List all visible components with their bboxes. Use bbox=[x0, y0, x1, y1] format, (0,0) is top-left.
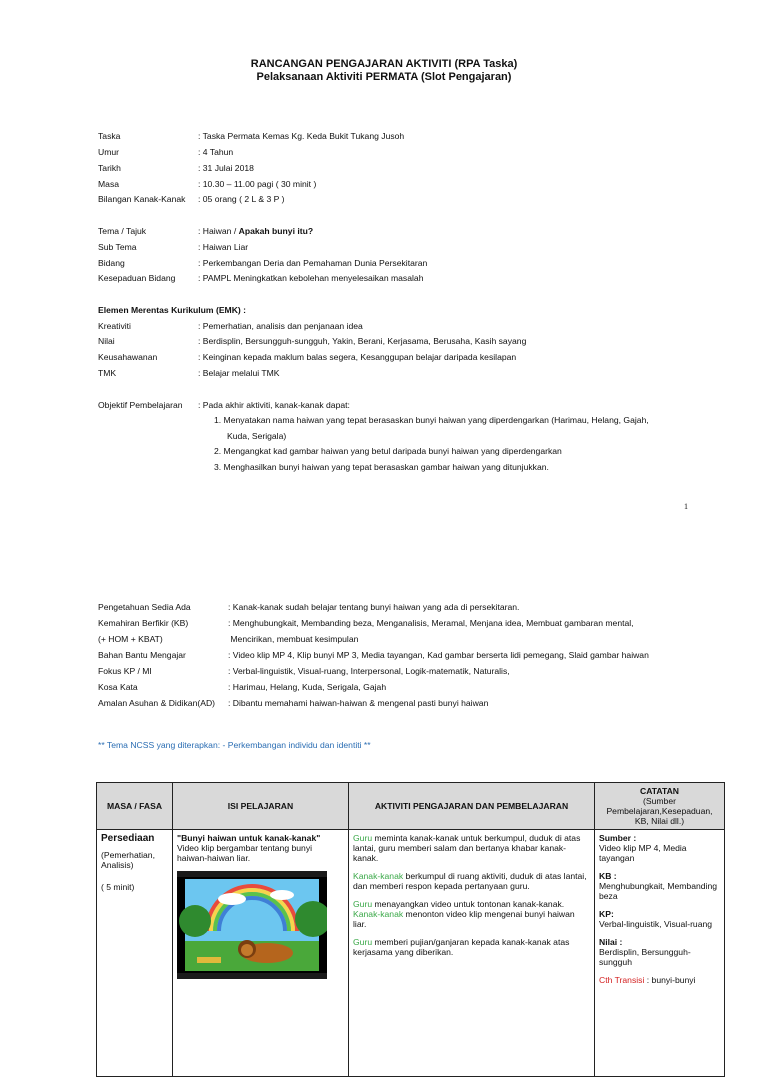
objektif-item-2: 2. Mengangkat kad gambar haiwan yang betul daripada bunyi haiwan yang diperdengarkan bbox=[214, 446, 562, 456]
col-header-masa: MASA / FASA bbox=[97, 783, 173, 830]
page2-row-pengetahuan: Pengetahuan Sedia Ada : Kanak-kanak sudah belajar tentang bunyi haiwan yang ada di persekitaran. bbox=[98, 602, 520, 612]
page2-row-fokus: Fokus KP / MI : Verbal-linguistik, Visual-ruang, Interpersonal, Logik-matematik, Naturalis, bbox=[98, 666, 510, 676]
emk-row-keusahawanan: Keusahawanan : Keinginan kepada maklum balas segera, Kesanggupan belajar daripada kesilapan bbox=[98, 352, 517, 362]
table-row bbox=[97, 830, 725, 1077]
page2-row-amalan: Amalan Asuhan & Didikan(AD) : Dibantu memahami haiwan-haiwan & mengenal pasti bunyi haiwan bbox=[98, 698, 489, 708]
objektif-item-1: 1. Menyatakan nama haiwan yang tepat berasaskan bunyi haiwan yang diperdengarkan (Harimau, Helang, Gajah, bbox=[214, 415, 649, 425]
objektif-item-1-cont: Kuda, Serigala) bbox=[227, 431, 287, 441]
cell-isi bbox=[173, 830, 349, 1077]
page2-row-hom: (+ HOM + KBAT) Mencirikan, membuat kesimpulan bbox=[98, 634, 359, 644]
cell-masa bbox=[97, 830, 173, 1077]
page-number: 1 bbox=[684, 502, 688, 511]
info-row-tarikh: Tarikh : 31 Julai 2018 bbox=[98, 163, 254, 173]
video-thumbnail[interactable] bbox=[177, 871, 327, 979]
objektif-row: Objektif Pembelajaran : Pada akhir aktiviti, kanak-kanak dapat: bbox=[98, 400, 350, 410]
cell-aktiviti bbox=[349, 830, 595, 1077]
catatan-nilai: Nilai : Berdisplin, Bersungguh-sungguh bbox=[599, 937, 691, 967]
info-row-bilangan: Bilangan Kanak-Kanak : 05 orang ( 2 L & 3 P ) bbox=[98, 194, 285, 204]
aktiviti-step-2: Kanak-kanak berkumpul di ruang aktiviti, duduk di atas lantai, dan memberi respon kepada pertanyaan guru. bbox=[353, 871, 587, 891]
catatan-sumber: Sumber : Video klip MP 4, Media tayangan bbox=[599, 833, 687, 863]
isi-title: "Bunyi haiwan untuk kanak-kanak" bbox=[177, 833, 321, 843]
aktiviti-step-3: Guru menayangkan video untuk tontonan kanak-kanak. Kanak-kanak menonton video klip mengenai bunyi haiwan liar. bbox=[353, 899, 575, 929]
col-header-catatan: CATATAN (Sumber Pembelajaran,Kesepaduan, KB, Nilai dll.) bbox=[595, 783, 725, 830]
emk-row-kreativiti: Kreativiti : Pemerhatian, analisis dan penjanaan idea bbox=[98, 321, 363, 331]
document-title: RANCANGAN PENGAJARAN AKTIVITI (RPA Taska) bbox=[250, 58, 518, 70]
catatan-transisi: Cth Transisi : bunyi-bunyi bbox=[599, 975, 696, 985]
col-header-isi: ISI PELAJARAN bbox=[173, 783, 349, 830]
cell-catatan bbox=[595, 830, 725, 1077]
tema-row: Tema / Tajuk : Haiwan / Apakah bunyi itu? bbox=[98, 226, 314, 236]
subtema-row: Sub Tema : Haiwan Liar bbox=[98, 242, 249, 252]
jungle-lion-image bbox=[177, 871, 327, 979]
table-header-row bbox=[97, 783, 725, 830]
info-row-masa: Masa : 10.30 – 11.00 pagi ( 30 minit ) bbox=[98, 179, 317, 189]
page2-row-kosakata: Kosa Kata : Harimau, Helang, Kuda, Serigala, Gajah bbox=[98, 682, 387, 692]
ncss-note: ** Tema NCSS yang diterapkan: - Perkembangan individu dan identiti ** bbox=[98, 740, 371, 750]
info-row-taska: Taska : Taska Permata Kemas Kg. Keda Bukit Tukang Jusoh bbox=[98, 131, 405, 141]
aktiviti-step-1: Guru meminta kanak-kanak untuk berkumpul, duduk di atas lantai, guru memberi salam dan bertanya khabar kanak-kanak. bbox=[353, 833, 581, 863]
document-subtitle: Pelaksanaan Aktiviti PERMATA (Slot Pengajaran) bbox=[256, 71, 512, 83]
fasa-note: (Pemerhatian, Analisis) bbox=[101, 850, 155, 870]
isi-desc: Video klip bergambar tentang bunyi haiwan-haiwan liar. bbox=[177, 843, 313, 863]
fasa-label: Persediaan bbox=[101, 833, 155, 844]
page2-row-kb: Kemahiran Berfikir (KB) : Menghubungkait, Membanding beza, Menganalisis, Meramal, Menjana idea, Membuat gambaran mental, bbox=[98, 618, 634, 628]
objektif-item-3: 3. Menghasilkan bunyi haiwan yang tepat berasaskan gambar haiwan yang ditunjukkan. bbox=[214, 462, 549, 472]
emk-heading: Elemen Merentas Kurikulum (EMK) : bbox=[98, 305, 247, 315]
bidang-row: Bidang : Perkembangan Deria dan Pemahaman Dunia Persekitaran bbox=[98, 258, 428, 268]
fasa-time: ( 5 minit) bbox=[101, 882, 135, 892]
lesson-table bbox=[96, 782, 725, 1077]
emk-row-nilai: Nilai : Berdisplin, Bersungguh-sungguh, Yakin, Berani, Kerjasama, Berusaha, Kasih sayang bbox=[98, 336, 527, 346]
col-header-aktiviti: AKTIVITI PENGAJARAN DAN PEMBELAJARAN bbox=[349, 783, 595, 830]
aktiviti-step-4: Guru memberi pujian/ganjaran kepada kanak-kanak atas kerjasama yang diberikan. bbox=[353, 937, 570, 957]
page2-row-bbm: Bahan Bantu Mengajar : Video klip MP 4, Klip bunyi MP 3, Media tayangan, Kad gambar berserta lidi pemegang, Slaid gambar haiwan bbox=[98, 650, 649, 660]
emk-row-tmk: TMK : Belajar melalui TMK bbox=[98, 368, 280, 378]
catatan-kp: KP: Verbal-linguistik, Visual-ruang bbox=[599, 909, 713, 929]
catatan-kb: KB : Menghubungkait, Membanding beza bbox=[599, 871, 718, 901]
info-row-umur: Umur : 4 Tahun bbox=[98, 147, 234, 157]
kesepaduan-row: Kesepaduan Bidang : PAMPL Meningkatkan kebolehan menyelesaikan masalah bbox=[98, 273, 424, 283]
